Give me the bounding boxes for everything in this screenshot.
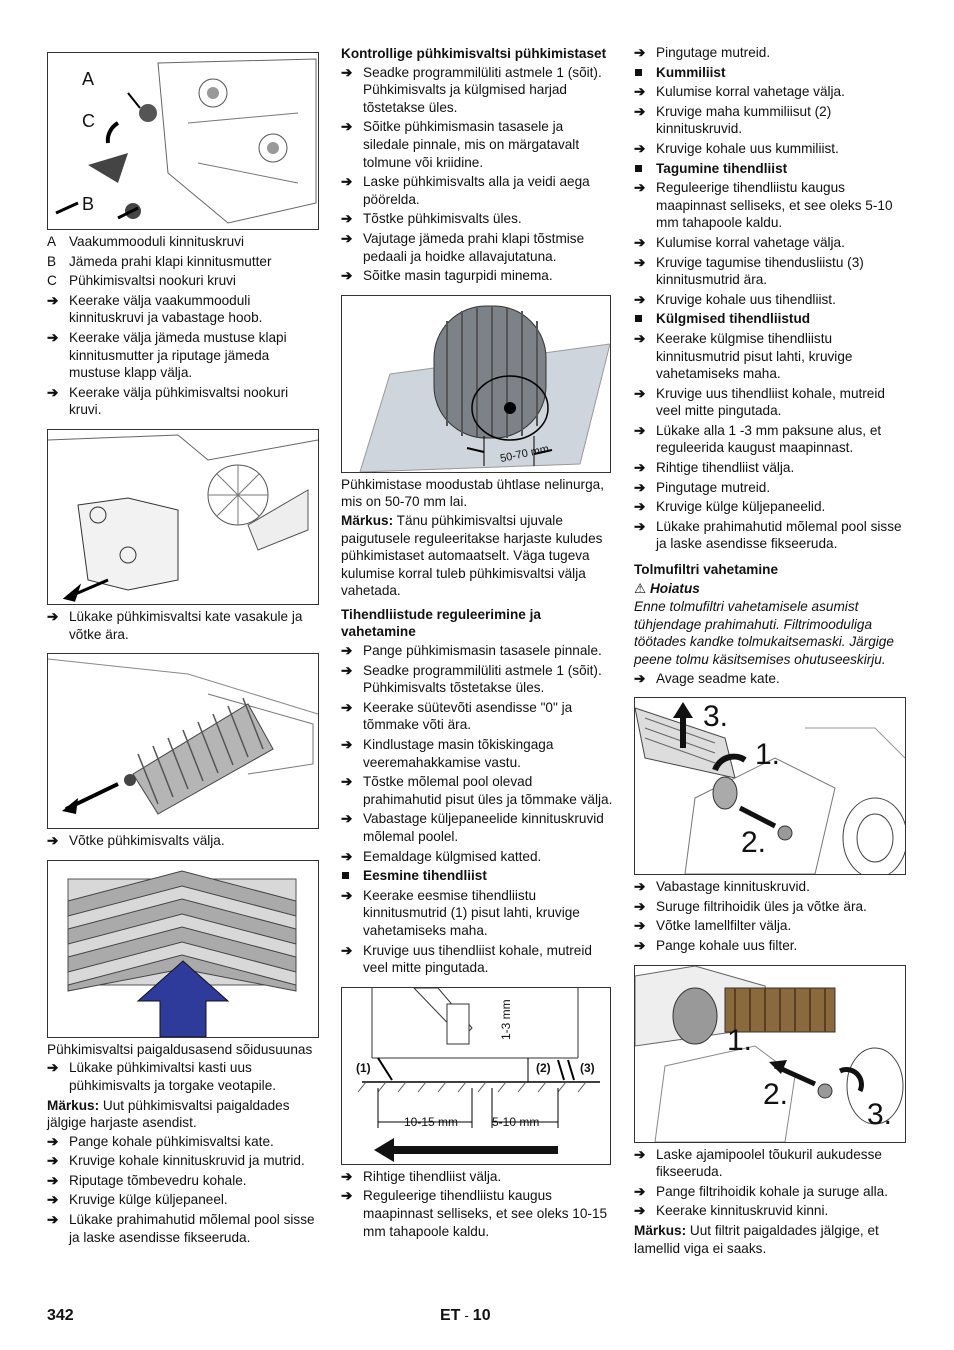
step-item: ➔ Laske pühkimisvalts alla ja veidi aega pöörelda. bbox=[341, 174, 590, 207]
figure-screws-abc bbox=[47, 52, 319, 230]
arrow-right-icon: ➔ bbox=[634, 103, 646, 119]
step-item: ➔ Lükake prahimahutid mõlemal pool sisse ja laske asendisse fikseeruda. bbox=[634, 518, 902, 552]
dim-1-3mm: 1-3 mm bbox=[499, 999, 513, 1040]
step-item: ➔ Keerake välja vaakummooduli kinnituskruvi ja vabastage hoob. bbox=[47, 292, 263, 326]
figure-filter-release bbox=[634, 697, 906, 875]
step-item: ➔ Vabastage küljepaneelide kinnituskruvid mõlemal poolel. bbox=[341, 811, 604, 844]
arrow-right-icon: ➔ bbox=[634, 84, 646, 100]
arrow-right-icon: ➔ bbox=[634, 879, 646, 895]
legend-item: A Vaakummooduli kinnituskruvi bbox=[47, 234, 245, 249]
arrow-right-icon: ➔ bbox=[47, 1192, 59, 1208]
arrow-right-icon: ➔ bbox=[341, 662, 353, 678]
arrow-right-icon: ➔ bbox=[634, 234, 646, 250]
note: Märkus: Uut pühkimisvaltsi paigaldades jälgige harjaste asendist. bbox=[47, 1097, 290, 1131]
arrow-right-icon: ➔ bbox=[47, 1212, 59, 1228]
arrow-right-icon: ➔ bbox=[341, 774, 353, 790]
caption-install-position: Pühkimisvaltsi paigaldusasend sõidusuunas bbox=[47, 1041, 313, 1057]
arrow-right-icon: ➔ bbox=[47, 329, 59, 345]
column-2 bbox=[341, 44, 613, 1242]
square-bullet-icon bbox=[635, 69, 642, 76]
note: Märkus: Tänu pühkimisvaltsi ujuvale paigutusele reguleeritakse harjaste kuludes pühkimistaset automaatselt. Väga tugeva kulumise korral tuleb pühkimisvaltsi välja vahetada. bbox=[341, 512, 603, 599]
subheading-rear-strip: Tagumine tihendliist bbox=[634, 160, 906, 178]
step-item: ➔ Kruvige külge küljepaneel. bbox=[47, 1192, 228, 1208]
step-item: ➔ Kindlustage masin tõkiskingaga veeremahakkamise vastu. bbox=[341, 737, 554, 770]
section-page-number: 10 bbox=[472, 1307, 491, 1324]
arrow-right-icon: ➔ bbox=[634, 499, 646, 515]
step-item: ➔ Võtke lamellfilter välja. bbox=[634, 918, 792, 934]
figure-bristle-direction bbox=[47, 860, 319, 1038]
warning-label: ⚠ Hoiatus bbox=[634, 580, 700, 596]
arrow-right-icon: ➔ bbox=[634, 1146, 646, 1162]
step-item: ➔ Kruvige külge küljepaneelid. bbox=[634, 499, 826, 515]
step-item: ➔ Sõitke masin tagurpidi minema. bbox=[341, 268, 553, 284]
label-a: A bbox=[82, 69, 95, 89]
step-item: ➔ Võtke pühkimisvalts välja. bbox=[47, 833, 225, 849]
arrow-right-icon: ➔ bbox=[47, 833, 59, 849]
column-1 bbox=[47, 44, 319, 1248]
column-3 bbox=[634, 44, 906, 1258]
figure-roller-cover bbox=[47, 429, 319, 605]
arrow-right-icon: ➔ bbox=[341, 230, 353, 246]
sweep-level-text: Pühkimistase moodustab ühtlase nelinurga, mis on 50-70 mm lai. bbox=[341, 476, 604, 510]
step-item: ➔ Lükake alla 1 -3 mm paksune alus, et reguleerida kaugust maapinnast. bbox=[634, 422, 882, 456]
arrow-right-icon: ➔ bbox=[634, 385, 646, 401]
arrow-right-icon: ➔ bbox=[341, 887, 353, 903]
arrow-right-icon: ➔ bbox=[634, 140, 646, 156]
step-item: ➔ Keerake süütevõti asendisse "0" ja tõmmake võti ära. bbox=[341, 699, 573, 733]
heading-seal-strips: Tihendliistude reguleerimine ja vahetamine bbox=[341, 606, 541, 640]
legend-item: C Pühkimisvaltsi nookuri kruvi bbox=[47, 273, 236, 289]
arrow-right-icon: ➔ bbox=[634, 291, 646, 307]
step-item: ➔ Keerake eesmise tihendliistu kinnitusmutrid (1) pisut lahti, kruvige vahetamiseks maha. bbox=[341, 887, 580, 938]
arrow-right-icon: ➔ bbox=[634, 1203, 646, 1219]
arrow-right-icon: ➔ bbox=[634, 180, 646, 196]
step-item: ➔ Rihtige tihendliist välja. bbox=[634, 460, 795, 476]
step-item: ➔ Reguleerige tihendliistu kaugus maapinnast selliseks, et see oleks 10-15 mm tahapoole kaldu. bbox=[341, 1188, 608, 1239]
subheading-rubber-strip: Kummiliist bbox=[634, 64, 906, 82]
arrow-right-icon: ➔ bbox=[341, 211, 353, 227]
footer-dash: - bbox=[464, 1308, 469, 1323]
arrow-right-icon: ➔ bbox=[341, 942, 353, 958]
arrow-right-icon: ➔ bbox=[634, 1183, 646, 1199]
arrow-right-icon: ➔ bbox=[634, 254, 646, 270]
arrow-right-icon: ➔ bbox=[47, 292, 59, 308]
arrow-right-icon: ➔ bbox=[634, 670, 646, 686]
subheading-side-strips: Külgmised tihendliistud bbox=[634, 310, 906, 328]
dim-10-15mm: 10-15 mm bbox=[404, 1114, 459, 1129]
subheading-front-strip: Eesmine tihendliist bbox=[341, 867, 613, 885]
step-label-3: 3. bbox=[867, 1097, 893, 1131]
arrow-right-icon: ➔ bbox=[634, 937, 646, 953]
step-item: ➔ Riputage tõmbevedru kohale. bbox=[47, 1172, 247, 1188]
step-item: ➔ Avage seadme kate. bbox=[634, 670, 780, 686]
step-item: ➔ Kulumise korral vahetage välja. bbox=[634, 84, 845, 100]
arrow-right-icon: ➔ bbox=[634, 45, 646, 60]
label-c: C bbox=[82, 111, 95, 131]
step-item: ➔ Kruvige tagumise tihendusliistu (3) kinnitusmutrid ära. bbox=[634, 254, 864, 288]
arrow-right-icon: ➔ bbox=[634, 460, 646, 476]
step-item: ➔ Sõitke pühkimismasin tasasele ja siledale pinnale, mis on märgatavalt tolmune või kriidine. bbox=[341, 119, 580, 170]
square-bullet-icon bbox=[635, 315, 642, 322]
step-item: ➔ Tõstke pühkimisvalts üles. bbox=[341, 211, 522, 227]
arrow-right-icon: ➔ bbox=[634, 330, 646, 346]
legend-item: B Jämeda prahi klapi kinnitusmutter bbox=[47, 253, 272, 269]
heading-dust-filter: Tolmufiltri vahetamine bbox=[634, 562, 779, 578]
step-item: ➔ Suruge filtrihoidik üles ja võtke ära. bbox=[634, 898, 867, 914]
dim-5-10mm: 5-10 mm bbox=[492, 1114, 540, 1129]
arrow-right-icon: ➔ bbox=[634, 918, 646, 934]
figure-roller-removal bbox=[47, 653, 319, 829]
step-item: ➔ Seadke programmilüliti astmele 1 (sõit). Pühkimisvalts ja külgmised harjad tõstetakse üles. bbox=[341, 64, 602, 115]
arrow-right-icon: ➔ bbox=[634, 898, 646, 914]
arrow-right-icon: ➔ bbox=[47, 1153, 59, 1169]
step-item: ➔ Laske ajamipoolel tõukuril aukudesse fikseeruda. bbox=[634, 1146, 882, 1180]
step-label-1: 1. bbox=[727, 1023, 753, 1057]
footer-section bbox=[440, 1307, 491, 1325]
arrow-right-icon: ➔ bbox=[341, 811, 353, 827]
step-item: ➔ Kruvige kohale uus tihendliist. bbox=[634, 291, 836, 307]
arrow-right-icon: ➔ bbox=[47, 384, 59, 400]
step-item: ➔ Vajutage jämeda prahi klapi tõstmise pedaali ja hoidke allavajutatuna. bbox=[341, 230, 585, 264]
arrow-right-icon: ➔ bbox=[341, 119, 353, 135]
step-item: ➔ Rihtige tihendliist välja. bbox=[341, 1168, 502, 1184]
step-label-3: 3. bbox=[703, 700, 729, 734]
step-item: ➔ Tõstke mõlemal pool olevad prahimahutid pisut üles ja tõmmake välja. bbox=[341, 774, 613, 807]
warning-triangle-icon: ⚠ bbox=[634, 580, 647, 596]
arrow-right-icon: ➔ bbox=[47, 608, 59, 624]
arrow-right-icon: ➔ bbox=[341, 643, 353, 659]
warning-text: Enne tolmufiltri vahetamisele asumist tühjendage prahimahuti. Filtrimooduliga töötades kandke tolmukaitsemaski. Järgige peene tolmu käsitsemises ohutuseeskirju. bbox=[634, 599, 894, 667]
arrow-right-icon: ➔ bbox=[341, 64, 353, 80]
step-item: ➔ Pingutage mutreid. bbox=[634, 45, 771, 60]
step-item: ➔ Keerake külgmise tihendliistu kinnitusmutrid pisut lahti, kruvige vahetamiseks maha. bbox=[634, 330, 853, 382]
figure-filter-install bbox=[634, 965, 906, 1143]
square-bullet-icon bbox=[635, 165, 642, 172]
step-label-2: 2. bbox=[741, 826, 767, 860]
arrow-right-icon: ➔ bbox=[341, 174, 353, 190]
step-item: ➔ Reguleerige tihendliistu kaugus maapinnast selliseks, et see oleks 5-10 mm tahapoole kaldu. bbox=[634, 180, 893, 231]
label-3: (3) bbox=[580, 1060, 595, 1075]
step-item: ➔ Kruvige kohale kinnituskruvid ja mutrid. bbox=[47, 1153, 305, 1169]
step-item: ➔ Pange filtrihoidik kohale ja suruge alla. bbox=[634, 1183, 888, 1199]
language-code: ET bbox=[440, 1307, 461, 1324]
width-label: 50-70 mm bbox=[499, 442, 551, 465]
heading-check-level: Kontrollige pühkimisvaltsi pühkimistaset bbox=[341, 46, 607, 61]
step-item: ➔ Lükake pühkimisvaltsi kate vasakule ja võtke ära. bbox=[47, 608, 303, 642]
figure-seal-distances bbox=[341, 987, 611, 1165]
step-item: ➔ Lükake prahimahutid mõlemal pool sisse ja laske asendisse fikseeruda. bbox=[47, 1212, 315, 1245]
step-item: ➔ Lükake pühkimivaltsi kasti uus pühkimisvalts ja torgake veotapile. bbox=[47, 1060, 277, 1093]
page-number: 342 bbox=[47, 1307, 74, 1324]
step-item: ➔ Pange kohale uus filter. bbox=[634, 937, 798, 953]
step-item: ➔ Keerake kinnituskruvid kinni. bbox=[634, 1203, 829, 1219]
step-label-1: 1. bbox=[755, 738, 781, 772]
step-item: ➔ Kruvige kohale uus kummiliist. bbox=[634, 140, 839, 156]
arrow-right-icon: ➔ bbox=[341, 699, 353, 715]
step-item: ➔ Keerake välja jämeda mustuse klapi kinnitusmutter ja riputage jämeda mustuse klapp välja. bbox=[47, 329, 287, 381]
arrow-right-icon: ➔ bbox=[634, 422, 646, 438]
figure-sweep-level bbox=[341, 295, 611, 473]
square-bullet-icon bbox=[342, 872, 349, 879]
step-item: ➔ Kruvige maha kummiliisut (2) kinnituskruvid. bbox=[634, 103, 832, 137]
step-label-2: 2. bbox=[763, 1077, 789, 1111]
arrow-right-icon: ➔ bbox=[341, 737, 353, 753]
step-item: ➔ Kruvige uus tihendliist kohale, mutreid veel mitte pingutada. bbox=[341, 942, 592, 976]
arrow-right-icon: ➔ bbox=[634, 518, 646, 534]
arrow-right-icon: ➔ bbox=[634, 479, 646, 495]
arrow-right-icon: ➔ bbox=[47, 1172, 59, 1188]
step-item: ➔ Kulumise korral vahetage välja. bbox=[634, 234, 845, 250]
step-item: ➔ Eemaldage külgmised katted. bbox=[341, 848, 542, 864]
arrow-right-icon: ➔ bbox=[47, 1133, 59, 1149]
step-item: ➔ Pange pühkimismasin tasasele pinnale. bbox=[341, 643, 602, 659]
note: Märkus: Uut filtrit paigaldades jälgige, et lamellid viga ei saaks. bbox=[634, 1222, 879, 1256]
arrow-right-icon: ➔ bbox=[341, 1168, 353, 1184]
arrow-right-icon: ➔ bbox=[341, 848, 353, 864]
step-item: ➔ Vabastage kinnituskruvid. bbox=[634, 879, 810, 895]
label-b: B bbox=[82, 194, 95, 214]
step-item: ➔ Pingutage mutreid. bbox=[634, 479, 771, 495]
step-item: ➔ Keerake välja pühkimisvaltsi nookuri kruvi. bbox=[47, 384, 289, 418]
step-item: ➔ Kruvige uus tihendliist kohale, mutreid veel mitte pingutada. bbox=[634, 385, 885, 419]
arrow-right-icon: ➔ bbox=[341, 1188, 353, 1204]
arrow-right-icon: ➔ bbox=[341, 268, 353, 284]
step-item: ➔ Seadke programmilüliti astmele 1 (sõit). Pühkimisvalts tõstetakse üles. bbox=[341, 662, 602, 696]
label-2: (2) bbox=[536, 1060, 551, 1075]
label-1: (1) bbox=[356, 1060, 371, 1075]
step-item: ➔ Pange kohale pühkimisvaltsi kate. bbox=[47, 1133, 274, 1149]
arrow-right-icon: ➔ bbox=[47, 1060, 59, 1076]
